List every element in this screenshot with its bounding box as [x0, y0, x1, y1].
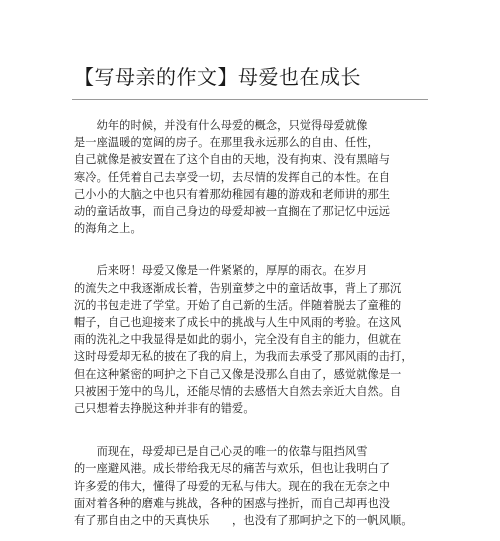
- text-line: 面对着各种的磨难与挑战，各种的困惑与挫折，而自己却再也没: [74, 496, 391, 510]
- paragraph-2: [74, 262, 413, 417]
- text-line: 而现在，母爱却已是自己心灵的唯一的依靠与阻挡风雪: [74, 445, 368, 459]
- article-body: [74, 117, 413, 541]
- text-line: 许多爱的伟大，懂得了母爱的无私与伟大。现在的我在无奈之中: [74, 479, 391, 493]
- text-line: 寒冷。任凭着自己去享受一切，去尽情的发挥自己的本性。在自: [74, 170, 391, 184]
- text-line: 只被困于笼中的鸟儿，还能尽情的去感悟大自然去亲近大自然。自: [74, 384, 402, 398]
- text-line: 动的童话故事，而自己身边的母爱却被一直搁在了那记忆中远远: [74, 205, 391, 219]
- text-line: 己只想着去挣脱这种并非有的错爱。: [74, 402, 255, 416]
- page-title: 【写母亲的作文】母爱也在成长: [74, 65, 361, 89]
- paragraph-3: [74, 443, 413, 529]
- text-line: 有了那自由之中的天真快乐 ，也没有了那呵护之下的一帆风顺。: [74, 514, 413, 528]
- text-line: 的海角之上。: [74, 222, 142, 236]
- text-line: 的一座避风港。成长带给我无尽的痛苦与欢乐，但也让我明白了: [74, 462, 391, 476]
- text-line: 雨的洗礼之中我显得是如此的弱小，完全没有自主的能力，但就在: [74, 333, 402, 347]
- text-line: 这时母爱却无私的披在了我的肩上，为我而去承受了那风雨的击打，: [74, 350, 413, 364]
- text-line: 己小小的大脑之中也只有着那幼稚园有趣的游戏和老师讲的那生: [74, 187, 391, 201]
- paragraph-gap: [74, 249, 404, 262]
- text-line: 沉的书包走进了学堂。开始了自己新的生活。伴随着脱去了童稚的: [74, 298, 402, 312]
- text-line: 是一座温暖的宽阔的房子。在那里我永远那么的自由、任性，: [74, 136, 379, 150]
- text-line: 但在这种紧密的呵护之下自己又像是没那么自由了，感觉就像是一: [74, 367, 402, 381]
- text-line: 后来呀！母爱又像是一件紧紧的，厚厚的雨衣。在岁月: [74, 264, 368, 278]
- text-line: 的流失之中我逐渐成长着，告别童梦之中的童话故事，背上了那沉: [74, 281, 402, 295]
- text-line: 自己就像是被安置在了这个自由的天地，没有拘束、没有黑暗与: [74, 153, 391, 167]
- paragraph-1: [74, 117, 404, 237]
- text-line: 帽子，自己也迎接来了成长中的挑战与人生中风雨的考验。在这风: [74, 316, 402, 330]
- text-line: 幼年的时候，并没有什么母爱的概念，只觉得母爱就像: [74, 119, 368, 132]
- title-divider: [72, 99, 428, 100]
- paragraph-gap: [74, 429, 404, 443]
